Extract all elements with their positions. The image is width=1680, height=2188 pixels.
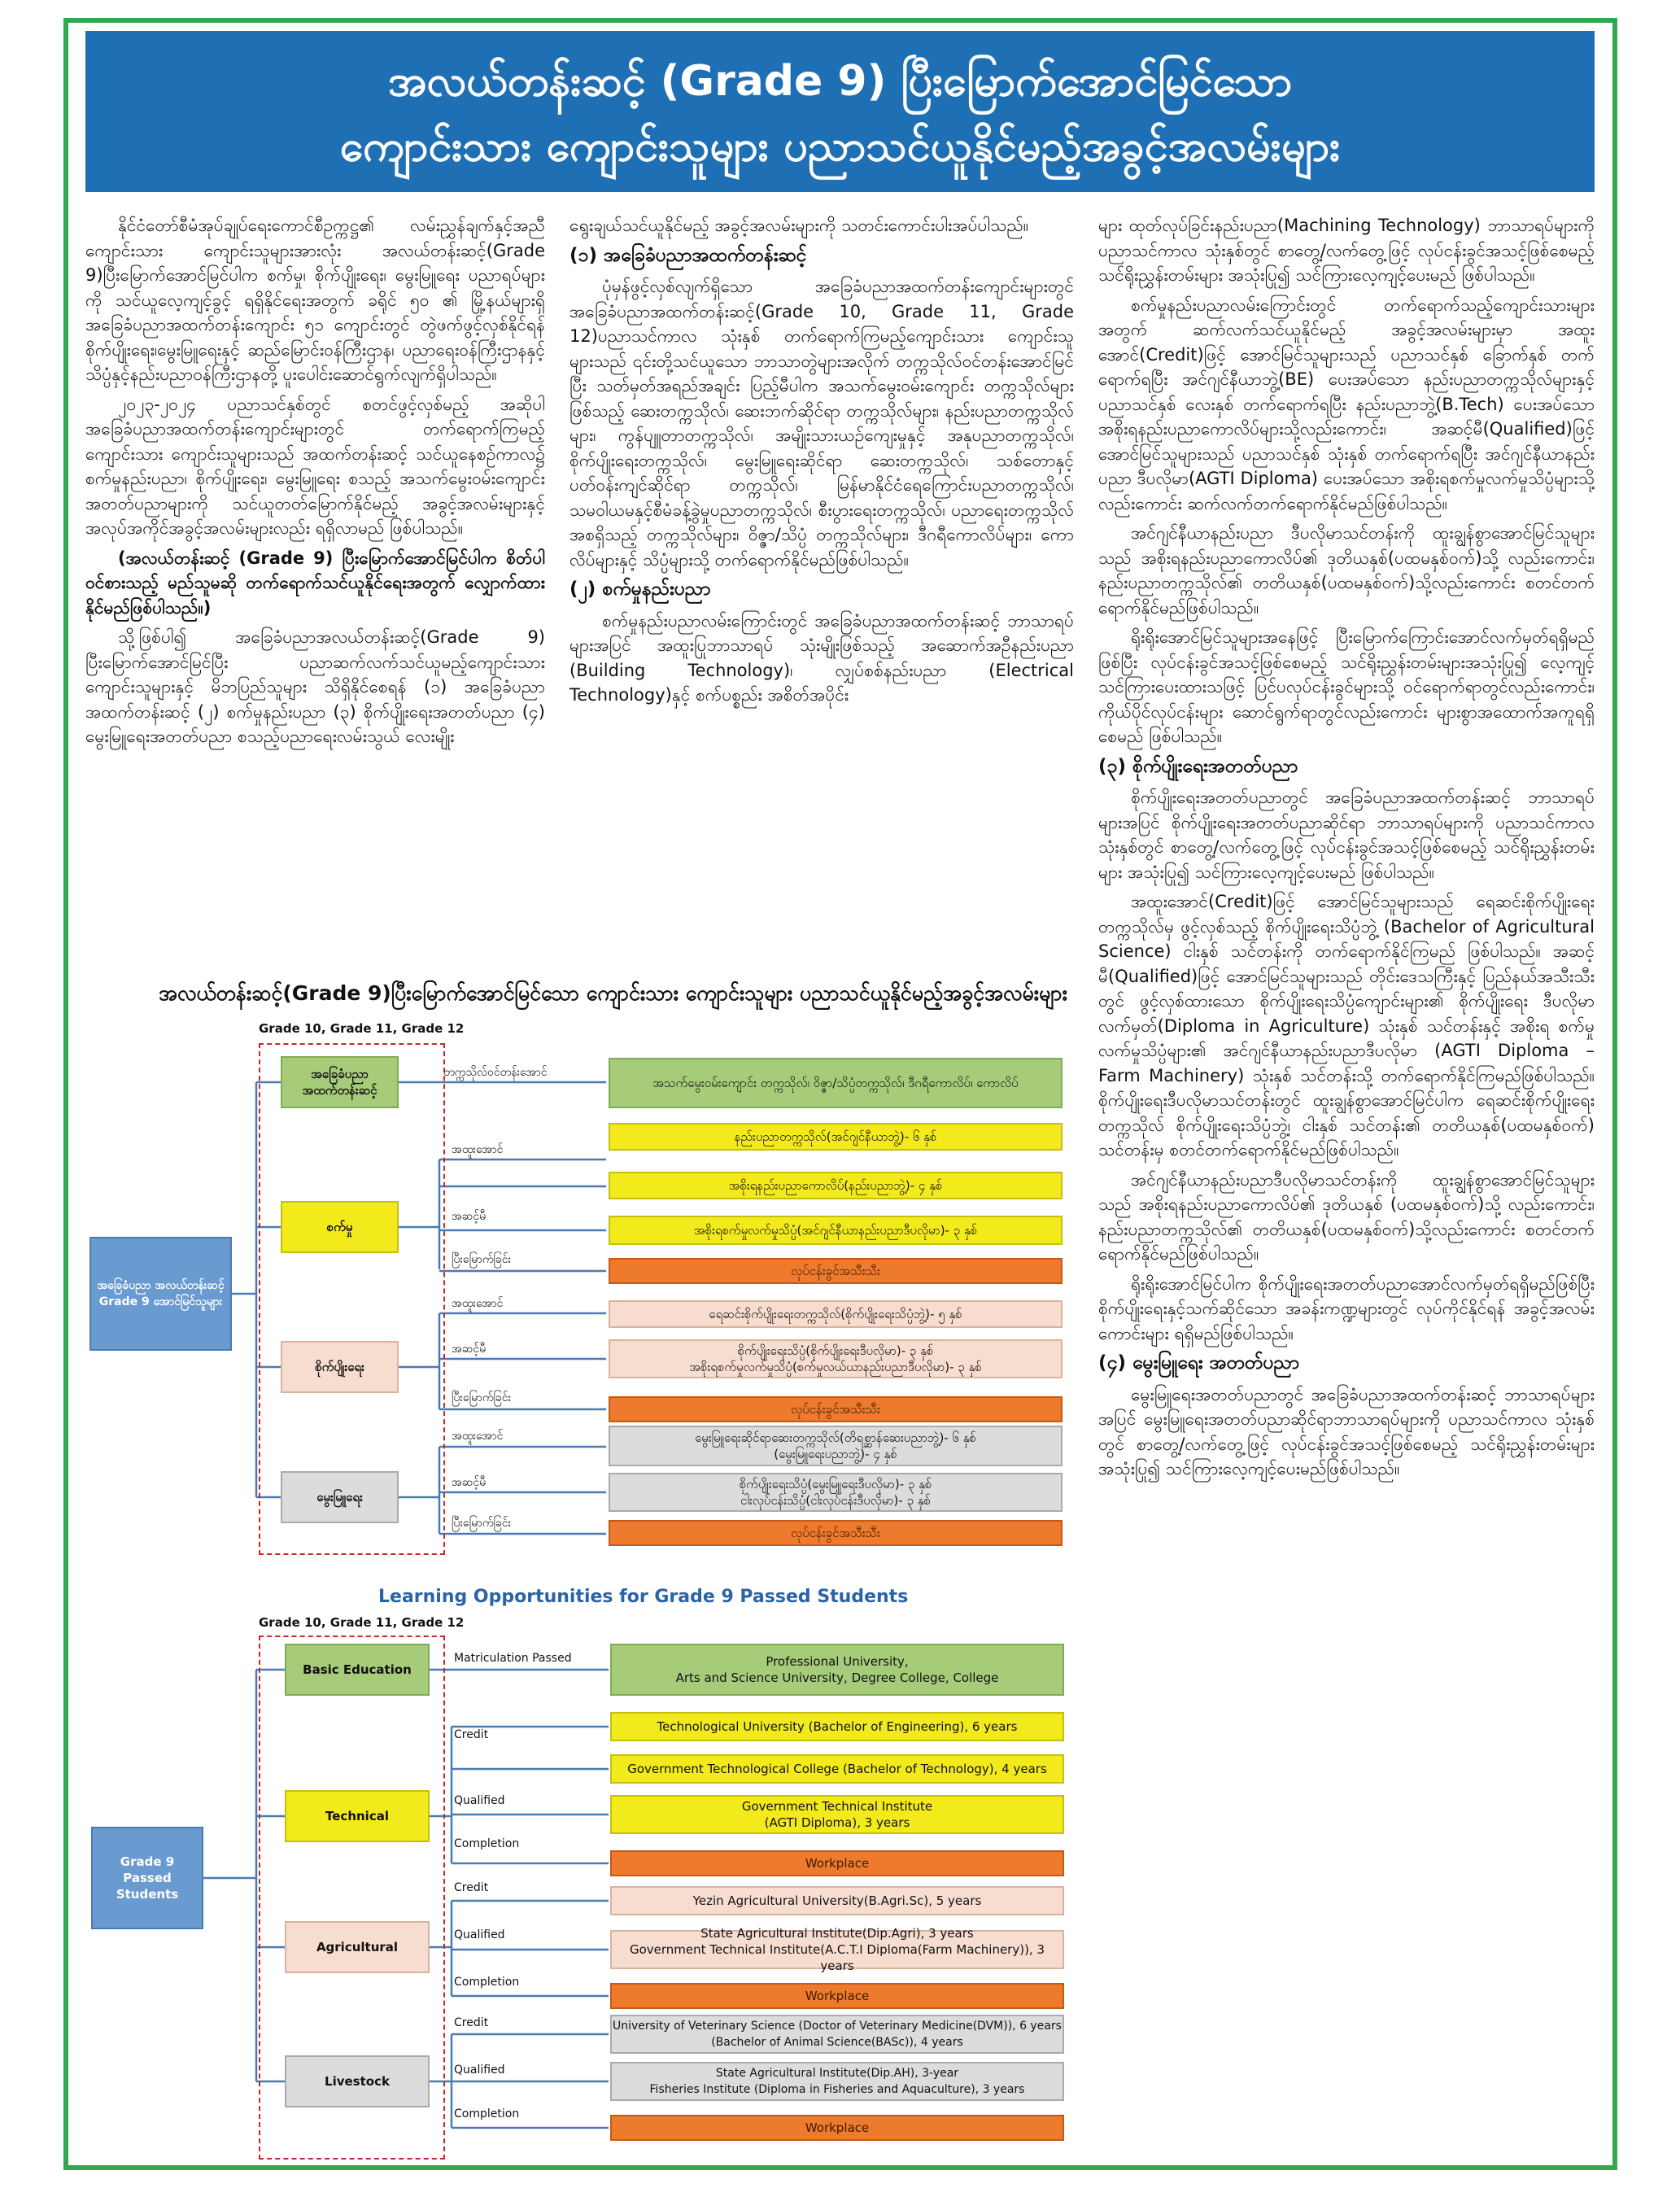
- article-column-3: [1098, 213, 1595, 1487]
- outcome-box: လုပ်ငန်းခွင်အသီးသီး: [609, 1520, 1063, 1546]
- outcome-box: [609, 1426, 1063, 1466]
- outcome-box: Technological University (Bachelor of Engineering), 6 years: [610, 1712, 1064, 1741]
- paragraph: အင်ဂျင်နီယာနည်းပညာ ဒီပလိုမာသင်တန်းကို ထူးချွန်စွာအောင်မြင်သူများသည် အစိုးရနည်းပညာကောလိပ်၏ ဒုတိယနှစ်(ပထမနှစ်ဝက်)သို့ လည်းကောင်း၊ နည်းပညာတက္ကသိုလ်၏ တတိယနှစ်(ပထမနှစ်ဝက်)သို့လည်းကောင်း စတင်တက်ရောက်နိုင်မည်ဖြစ်ပါသည်။: [1098, 523, 1595, 618]
- path-label: အထူးအောင်: [452, 1143, 504, 1156]
- outcome-line: မွေးမြူရေးဆိုင်ရာဆေးတက္ကသိုလ်(တိရစ္ဆာန်ဆေးပညာဘွဲ့)- ၆ နှစ်: [695, 1430, 976, 1445]
- stream-technical: စက်မှု: [281, 1201, 399, 1253]
- path-label: Completion: [454, 1976, 520, 1989]
- path-label: တက္ကသိုလ်ဝင်တန်းအောင်: [443, 1066, 548, 1079]
- path-label: ပြီးမြောက်ခြင်း: [452, 1391, 512, 1404]
- path-label: အထူးအောင်: [452, 1430, 504, 1443]
- paragraph: ၂၀၂၃-၂၀၂၄ ပညာသင်နှစ်တွင် စတင်ဖွင့်လှစ်မည့် အဆိုပါ အခြေခံပညာအထက်တန်းကျောင်းများတွင် တက်ရောက်ကြမည့် ကျောင်းသား ကျောင်းသူများသည် အထက်တန်းဆင့် သင်ယူနေစဉ်ကာလ၌ စက်မှုနည်းပညာ၊ စိုက်ပျိုးရေး၊ မွေးမြူရေး စသည့် အသက်မွေးဝမ်းကျောင်းအတတ်ပညာများကို သင်ယူတတ်မြောက်နိုင်မည့် အခွင့်အလမ်းများနှင့် အလုပ်အကိုင်အခွင့်အလမ်းများလည်း ရရှိလာမည် ဖြစ်ပါသည်။: [85, 394, 545, 538]
- outcome-box: နည်းပညာတက္ကသိုလ်(အင်ဂျင်နီယာဘွဲ့)- ၆ နှစ်: [609, 1123, 1063, 1151]
- outcome-box: [610, 2015, 1064, 2054]
- paragraph: စက်မှုနည်းပညာလမ်းကြောင်းတွင် တက်ရောက်သည့်ကျောင်းသားများအတွက် ဆက်လက်သင်ယူနိုင်မည့် အခွင့်အလမ်းများမှာ အထူးအောင်(Credit)ဖြင့် အောင်မြင်သူများသည် ပညာသင်နှစ် ခြောက်နှစ် တက်ရောက်ရပြီး အင်ဂျင်နီယာဘွဲ့(BE) ပေးအပ်သော နည်းပညာတက္ကသိုလ်များနှင့် ပညာသင်နှစ် လေးနှစ် တက်ရောက်ရပြီး နည်းပညာဘွဲ့(B.Tech) ပေးအပ်သော အစိုးရနည်းပညာကောလိပ်များသို့လည်းကောင်း၊ အဆင့်မီ(Qualified)ဖြင့် အောင်မြင်သူများသည် ပညာသင်နှစ် သုံးနှစ် တက်ရောက်ရပြီး အင်ဂျင်နီယာနည်းပညာ ဒီပလိုမာ(AGTI Diploma) ပေးအပ်သော အစိုးရစက်မှုလက်မှုသိပ္ပံများသို့လည်းကောင်း ဆက်လက်တက်ရောက်နိုင်မည်ဖြစ်ပါသည်။: [1098, 295, 1595, 513]
- paragraph: မွေးမြူရေးအတတ်ပညာတွင် အခြေခံပညာအထက်တန်းဆင့် ဘာသာရပ်များအပြင် မွေးမြူရေးအတတ်ပညာဆိုင်ရာဘာသာရပ်များကို ပညာသင်ကာလ သုံးနှစ်တွင် စာတွေ့/လက်တွေ့ဖြင့် လုပ်ငန်းခွင်အသင့်ဖြစ်စေမည့် သင်ရိုးညွှန်းတမ်းများ အသုံးပြု၍ သင်ကြားလေ့ကျင့်ပေးမည်ဖြစ်ပါသည်။: [1098, 1384, 1595, 1478]
- paragraph: အင်ဂျင်နီယာနည်းပညာဒီပလိုမာသင်တန်းကို ထူးချွန်စွာအောင်မြင်သူများသည် အစိုးရနည်းပညာကောလိပ်၏ ဒုတိယနှစ် (ပထမနှစ်ဝက်)သို့ လည်းကောင်း၊ နည်းပညာတက္ကသိုလ်၏ တတိယနှစ်(ပထမနှစ်ဝက်)သို့လည်းကောင်း စတင်တက်ရောက်နိုင်မည်ဖြစ်ပါသည်။: [1098, 1169, 1595, 1264]
- paragraph-bold: (အလယ်တန်းဆင့် (Grade 9) ပြီးမြောက်အောင်မြင်ပါက စိတ်ပါဝင်စားသည့် မည်သူမဆို တက်ရောက်သင်ယူနိုင်ရေးအတွက် လျှောက်ထားနိုင်မည်ဖြစ်ပါသည်။): [85, 548, 545, 618]
- stream-livestock: မွေးမြူရေး: [281, 1471, 399, 1523]
- path-label: Credit: [454, 2016, 489, 2029]
- title-line-2: ကျောင်းသား ကျောင်းသူများ ပညာသင်ယူနိုင်မည့်အခွင့်အလမ်းများ: [339, 122, 1341, 171]
- article-column-2: [569, 213, 1074, 713]
- path-label: Credit: [454, 1881, 489, 1894]
- source-box: အခြေခံပညာ အလယ်တန်းဆင့် Grade 9 အောင်မြင်သူများ: [89, 1237, 232, 1351]
- path-label: အဆင့်မီ: [452, 1476, 487, 1489]
- paragraph: အထူးအောင်(Credit)ဖြင့် အောင်မြင်သူများသည် ရေဆင်းစိုက်ပျိုးရေးတက္ကသိုလ်မှ ဖွင့်လှစ်သည့် စိုက်ပျိုးရေးသိပ္ပံဘွဲ့ (Bachelor of Agricultural Science) ငါးနှစ် သင်တန်းကို တက်ရောက်နိုင်ကြမည် ဖြစ်ပါသည်။ အဆင့်မီ(Qualified)ဖြင့် အောင်မြင်သူများသည် တိုင်းဒေသကြီးနှင့် ပြည်နယ်အသီးသီးတွင် ဖွင့်လှစ်ထားသော စိုက်ပျိုးရေးသိပ္ပံကျောင်းများ၏ စိုက်ပျိုးရေး ဒီပလိုမာလက်မှတ်(Diploma in Agriculture) သုံးနှစ် သင်တန်းနှင့် အစိုးရ စက်မှုလက်မှုသိပ္ပံများ၏ အင်ဂျင်နီယာနည်းပညာဒီပလိုမာ (AGTI Diploma – Farm Machinery) သုံးနှစ် သင်တန်းသို့ တက်ရောက်နိုင်ကြမည်ဖြစ်ပါသည်။ စိုက်ပျိုးရေးဒီပလိုမာသင်တန်းတွင် ထူးချွန်စွာအောင်မြင်ပါက ရေဆင်းစိုက်ပျိုးရေးတက္ကသိုလ် စိုက်ပျိုးရေးသိပ္ပံဘွဲ့၊ ငါးနှစ် သင်တန်း၏ တတိယနှစ်(ပထမနှစ်ဝက်) သင်တန်းမှ စတင်တက်ရောက်နိုင်မည်ဖြစ်ပါသည်။: [1098, 892, 1595, 1160]
- outcome-line: (Bachelor of Animal Science(BASc)), 4 years: [711, 2036, 963, 2049]
- outcome-box: [609, 1339, 1063, 1378]
- stream-agricultural: Agricultural: [285, 1921, 430, 1973]
- outcome-box: အစိုးရနည်းပညာကောလိပ်(နည်းပညာဘွဲ့)- ၄ နှစ်: [609, 1172, 1063, 1199]
- outcome-line: Arts and Science University, Degree College, College: [675, 1670, 999, 1685]
- outcome-line: (မွေးမြူရေးပညာဘွဲ့)- ၄ နှစ်: [774, 1447, 897, 1461]
- outcome-box: Workplace: [610, 1983, 1064, 2009]
- outcome-box: [610, 1644, 1064, 1696]
- diagram-title: Learning Opportunities for Grade 9 Passed Students: [378, 1587, 909, 1607]
- stream-technical: Technical: [285, 1790, 430, 1842]
- path-label: ပြီးမြောက်ခြင်း: [452, 1253, 512, 1266]
- section-heading: (၂) စက်မှုနည်းပညာ: [569, 579, 711, 600]
- paragraph: ရိုးရိုးအောင်မြင်ပါက စိုက်ပျိုးရေးအတတ်ပညာအောင်လက်မှတ်ရရှိမည်ဖြစ်ပြီး စိုက်ပျိုးရေးနှင့်သက်ဆိုင်သော အခန်းကဏ္ဍများတွင် လုပ်ကိုင်နိုင်ရန် အခွင့်အလမ်းကောင်းများ ရရှိမည်ဖြစ်ပါသည်။: [1098, 1273, 1595, 1343]
- outcome-box: Workplace: [610, 2115, 1064, 2141]
- section-heading: (၄) မွေးမြူရေး အတတ်ပညာ: [1098, 1352, 1300, 1374]
- path-label: Completion: [454, 1837, 520, 1850]
- path-label: Matriculation Passed: [454, 1652, 572, 1665]
- paragraph: စက်မှုနည်းပညာလမ်းကြောင်းတွင် အခြေခံပညာအထက်တန်းဆင့် ဘာသာရပ်များအပြင် အထူးပြုဘာသာရပ် သုံးမျိုးဖြစ်သည့် အဆောက်အဦနည်းပညာ (Building Technology)၊ လျှပ်စစ်နည်းပညာ (Electrical Technology)နှင့် စက်ပစ္စည်း အစိတ်အပိုင်း: [569, 610, 1074, 705]
- path-label: Credit: [454, 1728, 489, 1741]
- grade-label: Grade 10, Grade 11, Grade 12: [259, 1615, 465, 1630]
- outcome-box: [609, 1473, 1063, 1512]
- outcome-box: အစိုးရစက်မှုလက်မှုသိပ္ပံ(အင်ဂျင်နီယာနည်းပညာဒီပလိုမာ)- ၃ နှစ်: [609, 1216, 1063, 1245]
- outcome-box: [610, 2062, 1064, 2101]
- grade-label: Grade 10, Grade 11, Grade 12: [259, 1021, 465, 1036]
- paragraph: နိုင်ငံတော်စီမံအုပ်ချုပ်ရေးကောင်စီဥက္ကဋ္ဌ၏ လမ်းညွှန်ချက်နှင့်အညီ ကျောင်းသား ကျောင်းသူများအားလုံး အလယ်တန်းဆင့်(Grade 9)ပြီးမြောက်အောင်မြင်ပါက စက်မှု၊ စိုက်ပျိုးရေး၊ မွေးမြူရေး ပညာရပ်များကို သင်ယူလေ့ကျင့်ခွင့် ရရှိနိုင်ရေးအတွက် ခရိုင် ၅၀ ၏ မြို့နယ်များရှိ အခြေခံပညာအထက်တန်းကျောင်း ၅၁ ကျောင်းတွင် တွဲဖက်ဖွင့်လှစ်နိုင်ရန် စိုက်ပျိုးရေး၊မွေးမြူရေးနှင့် ဆည်မြောင်းဝန်ကြီးဌာန၊ ပညာရေးဝန်ကြီးဌာနနှင့် သိပ္ပံနှင့်နည်းပညာဝန်ကြီးဌာနတို့ ပူးပေါင်းဆောင်ရွက်လျက်ရှိပါသည်။: [85, 216, 545, 384]
- paragraph: ပုံမှန်ဖွင့်လှစ်လျက်ရှိသော အခြေခံပညာအထက်တန်းကျောင်းများတွင် အခြေခံပညာအထက်တန်းဆင့်(Grade 10, Grade 11, Grade 12)ပညာသင်ကာလ သုံးနှစ် တက်ရောက်ကြမည့်ကျောင်းသား ကျောင်းသူများသည် ၎င်းတို့သင်ယူသော ဘာသာတွဲများအလိုက် တက္ကသိုလ်ဝင်တန်းအောင်မြင်ပြီး သတ်မှတ်အရည်အချင်း ပြည့်မီပါက အသက်မွေးဝမ်းကျောင်း တက္ကသိုလ်များဖြစ်သည့် ဆေးတက္ကသိုလ်၊ ဆေးဘက်ဆိုင်ရာ တက္ကသိုလ်များ၊ နည်းပညာတက္ကသိုလ်များ၊ ကွန်ပျူတာတက္ကသိုလ်၊ အမျိုးသားယဉ်ကျေးမှုနှင့် အနုပညာတက္ကသိုလ်၊ စိုက်ပျိုးရေးတက္ကသိုလ်၊ မွေးမြူရေးဆိုင်ရာ ဆေးတက္ကသိုလ်၊ သစ်တောနှင့် ပတ်ဝန်းကျင်ဆိုင်ရာ တက္ကသိုလ်၊ မြန်မာနိုင်ငံရေကြောင်းပညာတက္ကသိုလ်၊ သမဝါယမနှင့်စီမံခန့်ခွဲမှုပညာတက္ကသိုလ်၊ စီးပွားရေးတက္ကသိုလ်၊ ပညာရေးတက္ကသိုလ် အစရှိသည့် တက္ကသိုလ်များ၊ ဝိဇ္ဇာ/သိပ္ပံ တက္ကသိုလ်များ၊ ဒီဂရီကောလိပ်များ၊ ကောလိပ်များနှင့် သိပ္ပံများသို့ တက်ရောက်နိုင်မည်ဖြစ်ပါသည်။: [569, 277, 1074, 570]
- paragraph: ရွေးချယ်သင်ယူနိုင်မည့် အခွင့်အလမ်းများကို သတင်းကောင်းပါးအပ်ပါသည်။: [569, 216, 1029, 235]
- path-label: Qualified: [454, 2064, 505, 2077]
- outcome-line: အစိုးရစက်မှုလက်မှုသိပ္ပံ(စက်မှုလယ်ယာနည်းပညာဒီပလိုမာ)- ၃ နှစ်: [689, 1360, 982, 1374]
- outcome-line: State Agricultural Institute(Dip.Agri), 3 years: [700, 1926, 974, 1941]
- outcome-box: လုပ်ငန်းခွင်အသီးသီး: [609, 1396, 1063, 1422]
- stream-basic: အခြေခံပညာ အထက်တန်းဆင့်: [281, 1056, 399, 1108]
- outcome-line: Government Technical Institute(A.C.T.I Diploma(Farm Machinery)), 3 years: [629, 1942, 1045, 1973]
- path-label: ပြီးမြောက်ခြင်း: [452, 1517, 512, 1530]
- paragraph: သို့ဖြစ်ပါ၍ အခြေခံပညာအလယ်တန်းဆင့်(Grade 9) ပြီးမြောက်အောင်မြင်ပြီး ပညာဆက်လက်သင်ယူမည့်ကျောင်းသား ကျောင်းသူများနှင့် မိဘပြည်သူများ သိရှိနိုင်စေရန် (၁) အခြေခံပညာ အထက်တန်းဆင့် (၂) စက်မှုနည်းပညာ (၃) စိုက်ပျိုးရေးအတတ်ပညာ (၄) မွေးမြူရေးအတတ်ပညာ စသည့်ပညာရေးလမ်းသွယ် လေးမျိုး: [85, 627, 545, 746]
- outcome-box: [610, 1926, 1064, 1973]
- path-label: Completion: [454, 2107, 520, 2120]
- section-heading: (၃) စိုက်ပျိုးရေးအတတ်ပညာ: [1098, 755, 1298, 777]
- stream-agricultural: စိုက်ပျိုးရေး: [281, 1341, 399, 1393]
- title-banner: [85, 31, 1595, 192]
- outcome-line: (AGTI Diploma), 3 years: [764, 1815, 910, 1830]
- outcome-box: Workplace: [610, 1850, 1064, 1876]
- outcome-line: Government Technical Institute: [741, 1799, 933, 1814]
- outcome-line: စိုက်ပျိုးရေးသိပ္ပံ(စိုက်ပျိုးရေးဒီပလိုမာ)- ၃ နှစ်: [737, 1343, 934, 1358]
- path-label: Qualified: [454, 1794, 505, 1807]
- stream-basic: Basic Education: [285, 1644, 430, 1696]
- outcome-line: Fisheries Institute (Diploma in Fisheries and Aquaculture), 3 years: [649, 2083, 1025, 2096]
- outcome-line: State Agricultural Institute(Dip.AH), 3-year: [715, 2067, 959, 2080]
- outcome-box: အသက်မွေးဝမ်းကျောင်း တက္ကသိုလ်၊ ဝိဇ္ဇာ/သိပ္ပံတက္ကသိုလ်၊ ဒီဂရီကောလိပ်၊ ကောလိပ်: [609, 1058, 1063, 1108]
- title-line-1: အလယ်တန်းဆင့် (Grade 9) ပြီးမြောက်အောင်မြင်သော: [387, 57, 1293, 106]
- path-label: အဆင့်မီ: [452, 1343, 487, 1356]
- diagram-title: အလယ်တန်းဆင့်(Grade 9)ပြီးမြောက်အောင်မြင်သော ကျောင်းသား ကျောင်းသူများ ပညာသင်ယူနိုင်မည့်အခွင့်အလမ်းများ: [159, 981, 1067, 1005]
- section-heading: (၁) အခြေခံပညာအထက်တန်းဆင့်: [569, 244, 807, 266]
- path-label: အဆင့်မီ: [452, 1210, 487, 1223]
- path-label: အထူးအောင်: [452, 1297, 504, 1310]
- outcome-line: စိုက်ပျိုးရေးသိပ္ပံ(မွေးမြူရေးဒီပလိုမာ)- ၃ နှစ်: [739, 1477, 932, 1491]
- outcome-line: Professional University,: [766, 1654, 909, 1669]
- outcome-box: [610, 1795, 1064, 1834]
- paragraph: စိုက်ပျိုးရေးအတတ်ပညာတွင် အခြေခံပညာအထက်တန်းဆင့် ဘာသာရပ်များအပြင် စိုက်ပျိုးရေးအတတ်ပညာဆိုင်ရာ ဘာသာရပ်များကို ပညာသင်ကာလ သုံးနှစ်တွင် စာတွေ့/လက်တွေ့ဖြင့် လုပ်ငန်းခွင်အသင့်ဖြစ်စေမည့် သင်ရိုးညွှန်းတမ်းများ အသုံးပြု၍ သင်ကြားလေ့ကျင့်ပေးမည် ဖြစ်ပါသည်။: [1098, 788, 1595, 882]
- outcome-box: ရေဆင်းစိုက်ပျိုးရေးတက္ကသိုလ်(စိုက်ပျိုးရေးသိပ္ပံဘွဲ့)- ၅ နှစ်: [609, 1300, 1063, 1328]
- outcome-line: ငါးလုပ်ငန်းသိပ္ပံ(ငါးလုပ်ငန်းဒီပလိုမာ)- ၃ နှစ်: [740, 1493, 931, 1508]
- stream-livestock: Livestock: [285, 2055, 430, 2107]
- article-column-1: [85, 213, 545, 754]
- source-box: Grade 9 Passed Students: [91, 1827, 203, 1929]
- path-label: Qualified: [454, 1928, 505, 1941]
- outcome-line: University of Veterinary Science (Doctor of Veterinary Medicine(DVM)), 6 years: [613, 2020, 1062, 2033]
- paragraph: များ ထုတ်လုပ်ခြင်းနည်းပညာ(Machining Technology) ဘာသာရပ်များကို ပညာသင်ကာလ သုံးနှစ်တွင် စာတွေ့/လက်တွေ့ဖြင့် လုပ်ငန်းခွင်အသင့်ဖြစ်စေမည့် သင်ရိုးညွှန်းတမ်းများ အသုံးပြု၍ သင်ကြားလေ့ကျင့်ပေးမည် ဖြစ်ပါသည်။: [1098, 216, 1595, 285]
- outcome-box: Yezin Agricultural University(B.Agri.Sc), 5 years: [610, 1886, 1064, 1915]
- outcome-box: Government Technological College (Bachelor of Technology), 4 years: [610, 1754, 1064, 1784]
- paragraph: ရိုးရိုးအောင်မြင်သူများအနေဖြင့် ပြီးမြောက်ကြောင်းအောင်လက်မှတ်ရရှိမည်ဖြစ်ပြီး လုပ်ငန်းခွင်အသင့်ဖြစ်စေမည့် သင်ရိုးညွှန်းတမ်းများအသုံးပြု၍ လေ့ကျင့်သင်ကြားပေးထားသဖြင့် ပြင်ပလုပ်ငန်းခွင်များသို့ ဝင်ရောက်ရာတွင်လည်းကောင်း၊ ကိုယ်ပိုင်လုပ်ငန်းများ ဆောင်ရွက်ရာတွင်လည်းကောင်း များစွာအထောက်အကူရရှိစေမည် ဖြစ်ပါသည်။: [1098, 627, 1595, 746]
- outcome-box: လုပ်ငန်းခွင်အသီးသီး: [609, 1258, 1063, 1284]
